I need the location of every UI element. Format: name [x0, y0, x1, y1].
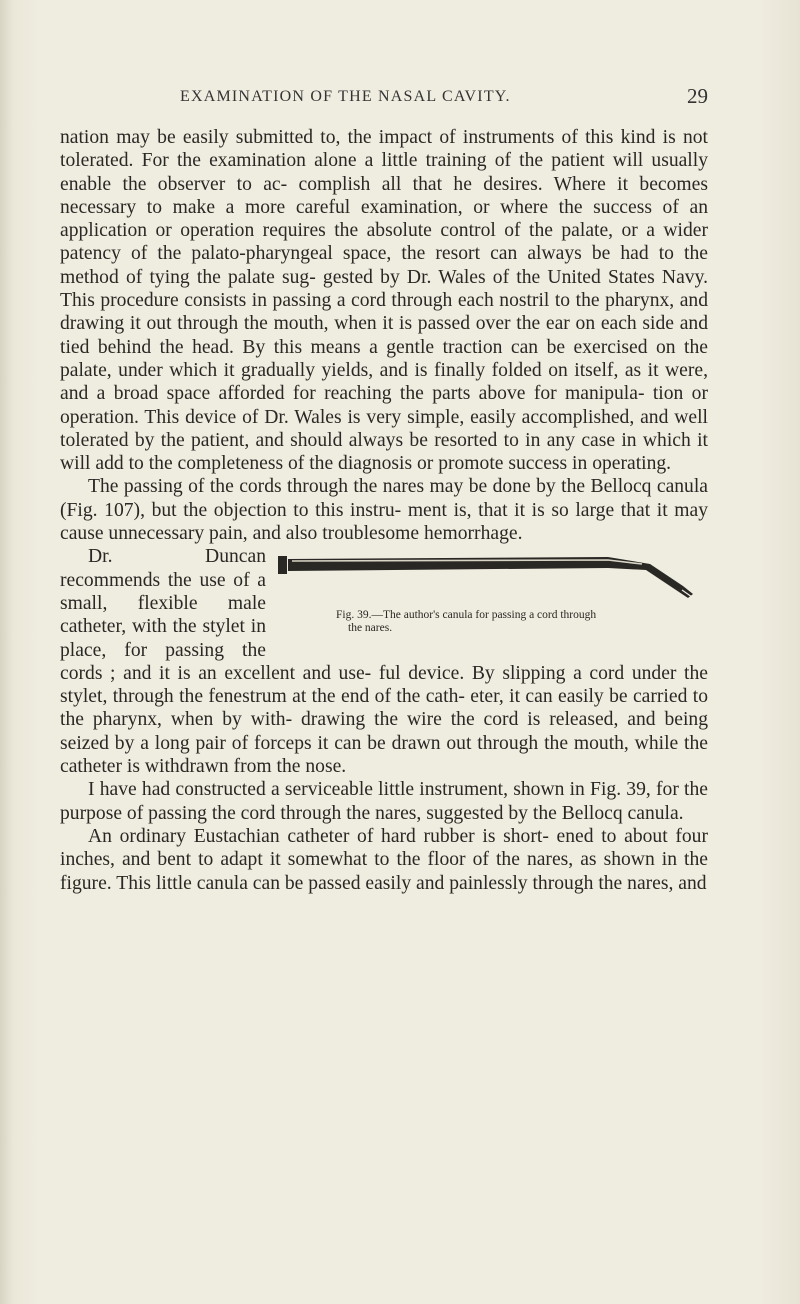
paragraph-2: The passing of the cords through the nares may be done by the Bellocq canula (Fig. 107), but the objection to this instru- ment is, that it is so large that it may cause unnecessary pain, and also troublesome hemorrhage. [60, 476, 708, 545]
paragraph-5: An ordinary Eustachian catheter of hard rubber is short- ened to about four inches, and bent to adapt it somewhat to the floor of the nares, as shown in the figure. This little canula can be passed easily and painlessly through the nares, and [60, 825, 708, 894]
page-number: 29 [687, 84, 708, 108]
paragraph-1: nation may be easily submitted to, the impact of instruments of this kind is not tolerated. For the examination alone a little training of the patient will usually enable the observer to ac- complish all that he desires. Where it becomes necessary to make a more careful examination, or where the success of an application or operation requires the absolute control of the palate, or a wider patency of the palato-pharyngeal space, the resort can always be had to the method of tying the palate sug- gested by Dr. Wales of the United States Navy. This procedure consists in passing a cord through each nostril to the pharynx, and drawing it out through the mouth, when it is passed over the ear on each side and tied behind the head. By this means a gentle traction can be exercised on the palate, under which it gradually yields, and is finally folded on itself, as it were, and a broad space afforded for reaching the parts above for manipula- tion or operation. This device of Dr. Wales is very simple, easily accomplished, and well tolerated by the patient, and should always be resorted to in any case in which it will add to the completeness of the diagnosis or promote success in operating. [60, 127, 708, 475]
caption-line-2: the nares. [348, 622, 393, 635]
page-header [60, 84, 708, 114]
figure-caption [308, 609, 712, 635]
figure-39 [278, 550, 708, 646]
running-head: EXAMINATION OF THE NASAL CAVITY. [180, 88, 511, 105]
paragraph-3-text: Dr. Duncan recommends the use of a small, flexible male catheter, with the stylet in place, for passing the cords ; and it is an excellent and use- ful device. By slipping a cord under the stylet, through the fenestrum at the end of the cath- eter, it can easily be carried to the pharynx, when by with- drawing the wire the cord is released, and being seized by a long pair of forceps it can be drawn out through the mouth, while the catheter is withdrawn from the nose. [60, 546, 708, 778]
body-text [60, 126, 708, 895]
paragraph-4: I have had constructed a serviceable little instrument, shown in Fig. 39, for the purpose of passing the cord through the nares, suggested by the Bellocq canula. [60, 779, 708, 824]
canula-illustration [278, 550, 708, 610]
paragraph-3 [60, 545, 708, 778]
caption-line-1: Fig. 39.—The author's canula for passing a cord through [336, 609, 597, 622]
canula-handle [278, 556, 287, 574]
